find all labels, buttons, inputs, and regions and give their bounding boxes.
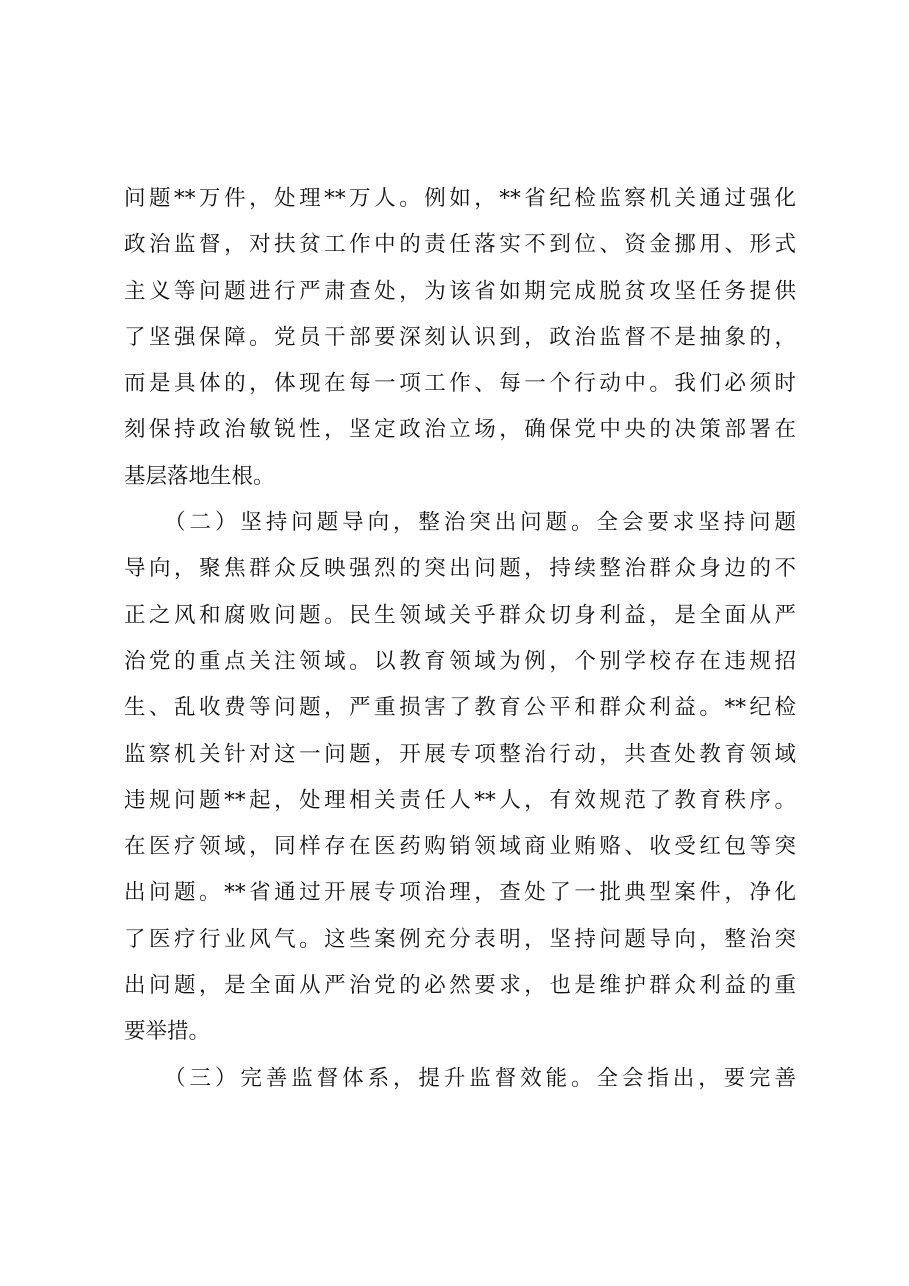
text-line: 而是具体的，体现在每一项工作、每一个行动中。我们必须时 bbox=[124, 371, 796, 397]
text-line: 违规问题**起，处理相关责任人**人，有效规范了教育秩序。 bbox=[124, 787, 796, 813]
text-line: 刻保持政治敏锐性，坚定政治立场，确保党中央的决策部署在 bbox=[124, 417, 796, 443]
text-line: 问题**万件，处理**万人。例如，**省纪检监察机关通过强化 bbox=[124, 186, 796, 211]
text-line: 政治监督，对扶贫工作中的责任落实不到位、资金挪用、形式 bbox=[124, 232, 796, 258]
text-line: 生、乱收费等问题，严重损害了教育公平和群众利益。**纪检 bbox=[124, 695, 796, 721]
text-line: 了坚强保障。党员干部要深刻认识到，政治监督不是抽象的， bbox=[124, 324, 796, 350]
text-line: 出问题，是全面从严治党的必然要求，也是维护群众利益的重 bbox=[124, 973, 796, 999]
text-line: 出问题。**省通过开展专项治理，查处了一批典型案件，净化 bbox=[124, 880, 796, 906]
text-line: （二）坚持问题导向，整治突出问题。全会要求坚持问题 bbox=[124, 510, 796, 536]
text-line: 监察机关针对这一问题，开展专项整治行动，共查处教育领域 bbox=[124, 741, 796, 767]
text-line: 基层落地生根。 bbox=[124, 463, 275, 489]
text-line: （三）完善监督体系，提升监督效能。全会指出，要完善 bbox=[124, 1065, 796, 1091]
text-line: 导向，聚焦群众反映强烈的突出问题，持续整治群众身边的不 bbox=[124, 556, 796, 582]
text-line: 要举措。 bbox=[124, 1019, 211, 1045]
text-line: 主义等问题进行严肃查处，为该省如期完成脱贫攻坚任务提供 bbox=[124, 278, 796, 304]
text-line: 在医疗领域，同样存在医药购销领域商业贿赂、收受红包等突 bbox=[124, 834, 796, 860]
document-body bbox=[124, 176, 796, 1102]
text-line: 了医疗行业风气。这些案例充分表明，坚持问题导向，整治突 bbox=[124, 926, 796, 952]
text-line: 治党的重点关注领域。以教育领域为例，个别学校存在违规招 bbox=[124, 648, 796, 674]
text-line: 正之风和腐败问题。民生领域关乎群众切身利益，是全面从严 bbox=[124, 602, 796, 628]
